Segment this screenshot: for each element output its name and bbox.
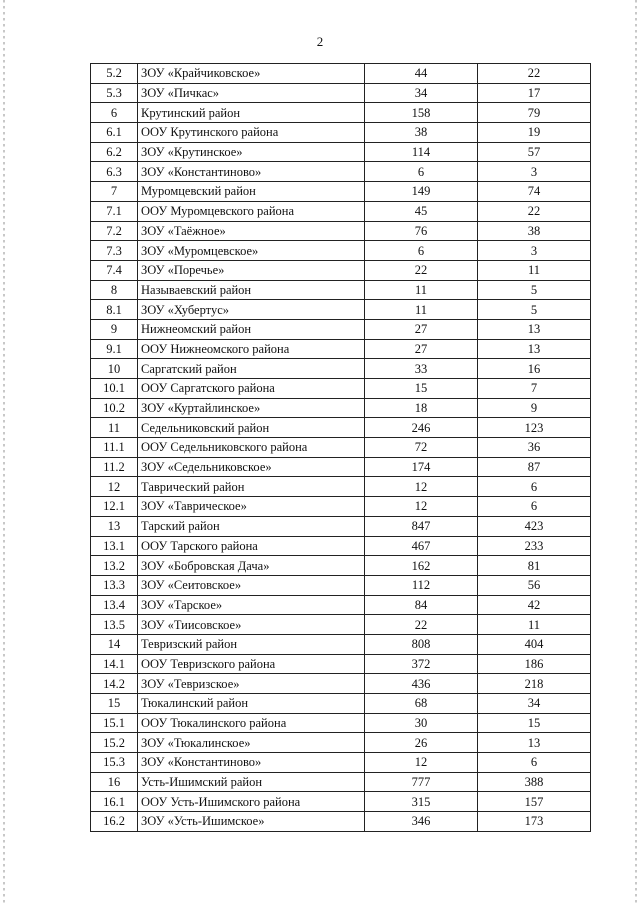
row-name-cell: ООУ Тарского района xyxy=(138,536,365,556)
row-value-b-cell: 5 xyxy=(478,300,591,320)
row-value-b-cell: 16 xyxy=(478,359,591,379)
row-value-a-cell: 467 xyxy=(365,536,478,556)
row-name-cell: ООУ Муромцевского района xyxy=(138,201,365,221)
row-value-b-cell: 218 xyxy=(478,674,591,694)
row-name-cell: Тюкалинский район xyxy=(138,694,365,714)
row-number-cell: 12 xyxy=(91,477,138,497)
row-value-b-cell: 42 xyxy=(478,595,591,615)
table-row xyxy=(91,536,591,556)
row-name-cell: ЗОУ «Усть-Ишимское» xyxy=(138,812,365,832)
row-number-cell: 11.2 xyxy=(91,457,138,477)
row-value-a-cell: 12 xyxy=(365,477,478,497)
row-number-cell: 13.3 xyxy=(91,575,138,595)
row-value-b-cell: 17 xyxy=(478,83,591,103)
table-row xyxy=(91,674,591,694)
table-row xyxy=(91,713,591,733)
row-value-b-cell: 404 xyxy=(478,634,591,654)
table-row xyxy=(91,221,591,241)
table-row xyxy=(91,379,591,399)
row-value-a-cell: 33 xyxy=(365,359,478,379)
row-value-b-cell: 34 xyxy=(478,694,591,714)
row-value-a-cell: 777 xyxy=(365,772,478,792)
row-value-a-cell: 162 xyxy=(365,556,478,576)
row-value-a-cell: 346 xyxy=(365,812,478,832)
row-value-a-cell: 34 xyxy=(365,83,478,103)
row-value-a-cell: 18 xyxy=(365,398,478,418)
table-row xyxy=(91,64,591,84)
row-name-cell: ЗОУ «Тиисовское» xyxy=(138,615,365,635)
row-value-b-cell: 13 xyxy=(478,339,591,359)
table-row xyxy=(91,142,591,162)
row-number-cell: 15.1 xyxy=(91,713,138,733)
row-number-cell: 11.1 xyxy=(91,438,138,458)
table-row xyxy=(91,615,591,635)
row-name-cell: ЗОУ «Константиново» xyxy=(138,753,365,773)
row-value-a-cell: 6 xyxy=(365,162,478,182)
row-name-cell: ООУ Саргатского района xyxy=(138,379,365,399)
table-row xyxy=(91,516,591,536)
table-row xyxy=(91,497,591,517)
row-value-b-cell: 87 xyxy=(478,457,591,477)
row-number-cell: 14.2 xyxy=(91,674,138,694)
row-value-b-cell: 3 xyxy=(478,162,591,182)
row-name-cell: Таврический район xyxy=(138,477,365,497)
row-value-a-cell: 246 xyxy=(365,418,478,438)
row-name-cell: ЗОУ «Таёжное» xyxy=(138,221,365,241)
row-value-a-cell: 26 xyxy=(365,733,478,753)
row-value-b-cell: 57 xyxy=(478,142,591,162)
row-name-cell: Саргатский район xyxy=(138,359,365,379)
row-name-cell: ЗОУ «Таврическое» xyxy=(138,497,365,517)
row-name-cell: ЗОУ «Поречье» xyxy=(138,260,365,280)
table-row xyxy=(91,438,591,458)
row-number-cell: 15.3 xyxy=(91,753,138,773)
row-value-b-cell: 11 xyxy=(478,615,591,635)
row-number-cell: 6.3 xyxy=(91,162,138,182)
row-name-cell: ЗОУ «Муромцевское» xyxy=(138,241,365,261)
table-row xyxy=(91,418,591,438)
table-body xyxy=(91,64,591,832)
row-number-cell: 13.1 xyxy=(91,536,138,556)
row-number-cell: 16.1 xyxy=(91,792,138,812)
table-row xyxy=(91,162,591,182)
row-value-b-cell: 22 xyxy=(478,201,591,221)
row-number-cell: 5.2 xyxy=(91,64,138,84)
row-number-cell: 13.5 xyxy=(91,615,138,635)
row-value-a-cell: 84 xyxy=(365,595,478,615)
allocation-table xyxy=(90,63,591,832)
row-value-b-cell: 6 xyxy=(478,753,591,773)
row-name-cell: ЗОУ «Тарское» xyxy=(138,595,365,615)
table-row xyxy=(91,182,591,202)
row-number-cell: 16.2 xyxy=(91,812,138,832)
row-number-cell: 7.2 xyxy=(91,221,138,241)
row-value-a-cell: 44 xyxy=(365,64,478,84)
row-value-a-cell: 30 xyxy=(365,713,478,733)
row-name-cell: Нижнеомский район xyxy=(138,319,365,339)
table-row xyxy=(91,241,591,261)
row-value-b-cell: 81 xyxy=(478,556,591,576)
table-row xyxy=(91,753,591,773)
row-name-cell: ЗОУ «Константиново» xyxy=(138,162,365,182)
row-value-b-cell: 6 xyxy=(478,477,591,497)
row-name-cell: ЗОУ «Крайчиковское» xyxy=(138,64,365,84)
row-value-b-cell: 233 xyxy=(478,536,591,556)
table-row xyxy=(91,772,591,792)
row-value-a-cell: 808 xyxy=(365,634,478,654)
scan-edge-right xyxy=(635,0,637,905)
row-value-a-cell: 372 xyxy=(365,654,478,674)
row-name-cell: ООУ Седельниковского района xyxy=(138,438,365,458)
row-value-b-cell: 7 xyxy=(478,379,591,399)
table-row xyxy=(91,123,591,143)
row-value-a-cell: 114 xyxy=(365,142,478,162)
table-row xyxy=(91,595,591,615)
table-row xyxy=(91,201,591,221)
table-row xyxy=(91,694,591,714)
row-number-cell: 7 xyxy=(91,182,138,202)
row-number-cell: 6.2 xyxy=(91,142,138,162)
row-value-a-cell: 27 xyxy=(365,339,478,359)
table-row xyxy=(91,477,591,497)
row-value-b-cell: 56 xyxy=(478,575,591,595)
row-value-a-cell: 12 xyxy=(365,497,478,517)
row-value-b-cell: 6 xyxy=(478,497,591,517)
row-value-a-cell: 12 xyxy=(365,753,478,773)
row-name-cell: ЗОУ «Куртайлинское» xyxy=(138,398,365,418)
row-value-a-cell: 11 xyxy=(365,280,478,300)
row-name-cell: ООУ Нижнеомского района xyxy=(138,339,365,359)
table-row xyxy=(91,300,591,320)
row-name-cell: ЗОУ «Тюкалинское» xyxy=(138,733,365,753)
row-name-cell: ЗОУ «Бобровская Дача» xyxy=(138,556,365,576)
row-name-cell: ЗОУ «Сеитовское» xyxy=(138,575,365,595)
row-value-b-cell: 38 xyxy=(478,221,591,241)
row-number-cell: 9.1 xyxy=(91,339,138,359)
table-row xyxy=(91,733,591,753)
row-value-a-cell: 38 xyxy=(365,123,478,143)
row-number-cell: 10.2 xyxy=(91,398,138,418)
row-number-cell: 16 xyxy=(91,772,138,792)
row-value-b-cell: 11 xyxy=(478,260,591,280)
table-row xyxy=(91,103,591,123)
row-name-cell: Тевризский район xyxy=(138,634,365,654)
row-name-cell: Седельниковский район xyxy=(138,418,365,438)
row-name-cell: ЗОУ «Пичкас» xyxy=(138,83,365,103)
row-number-cell: 7.4 xyxy=(91,260,138,280)
row-name-cell: ЗОУ «Хубертус» xyxy=(138,300,365,320)
row-value-a-cell: 45 xyxy=(365,201,478,221)
row-name-cell: Тарский район xyxy=(138,516,365,536)
row-value-b-cell: 423 xyxy=(478,516,591,536)
row-number-cell: 13.2 xyxy=(91,556,138,576)
row-number-cell: 15.2 xyxy=(91,733,138,753)
row-number-cell: 6 xyxy=(91,103,138,123)
row-name-cell: ООУ Усть-Ишимского района xyxy=(138,792,365,812)
page-number: 2 xyxy=(316,34,324,49)
row-value-a-cell: 174 xyxy=(365,457,478,477)
row-value-b-cell: 13 xyxy=(478,733,591,753)
row-value-a-cell: 847 xyxy=(365,516,478,536)
row-number-cell: 5.3 xyxy=(91,83,138,103)
table-row xyxy=(91,556,591,576)
table-row xyxy=(91,359,591,379)
row-number-cell: 7.1 xyxy=(91,201,138,221)
row-value-a-cell: 315 xyxy=(365,792,478,812)
row-number-cell: 8.1 xyxy=(91,300,138,320)
row-value-a-cell: 6 xyxy=(365,241,478,261)
row-name-cell: ООУ Крутинского района xyxy=(138,123,365,143)
row-number-cell: 13 xyxy=(91,516,138,536)
row-value-b-cell: 15 xyxy=(478,713,591,733)
row-value-b-cell: 22 xyxy=(478,64,591,84)
row-number-cell: 8 xyxy=(91,280,138,300)
row-value-a-cell: 11 xyxy=(365,300,478,320)
row-name-cell: Крутинский район xyxy=(138,103,365,123)
row-value-b-cell: 157 xyxy=(478,792,591,812)
row-number-cell: 15 xyxy=(91,694,138,714)
table-row xyxy=(91,280,591,300)
row-value-b-cell: 173 xyxy=(478,812,591,832)
row-number-cell: 13.4 xyxy=(91,595,138,615)
table-row xyxy=(91,398,591,418)
table-row xyxy=(91,260,591,280)
row-value-b-cell: 79 xyxy=(478,103,591,123)
row-name-cell: Муромцевский район xyxy=(138,182,365,202)
row-value-b-cell: 13 xyxy=(478,319,591,339)
row-value-a-cell: 68 xyxy=(365,694,478,714)
row-number-cell: 7.3 xyxy=(91,241,138,261)
row-value-a-cell: 27 xyxy=(365,319,478,339)
row-number-cell: 9 xyxy=(91,319,138,339)
row-value-b-cell: 5 xyxy=(478,280,591,300)
row-name-cell: ЗОУ «Крутинское» xyxy=(138,142,365,162)
table-row xyxy=(91,83,591,103)
row-value-a-cell: 436 xyxy=(365,674,478,694)
table-row xyxy=(91,634,591,654)
row-value-a-cell: 149 xyxy=(365,182,478,202)
row-value-b-cell: 9 xyxy=(478,398,591,418)
row-value-a-cell: 15 xyxy=(365,379,478,399)
row-number-cell: 12.1 xyxy=(91,497,138,517)
scan-edge-left xyxy=(3,0,5,905)
row-number-cell: 10.1 xyxy=(91,379,138,399)
table-row xyxy=(91,792,591,812)
table-row xyxy=(91,575,591,595)
row-number-cell: 10 xyxy=(91,359,138,379)
table-row xyxy=(91,812,591,832)
table-row xyxy=(91,339,591,359)
row-number-cell: 6.1 xyxy=(91,123,138,143)
row-value-b-cell: 123 xyxy=(478,418,591,438)
row-value-b-cell: 3 xyxy=(478,241,591,261)
row-value-a-cell: 22 xyxy=(365,260,478,280)
row-name-cell: Усть-Ишимский район xyxy=(138,772,365,792)
row-name-cell: Называевский район xyxy=(138,280,365,300)
row-number-cell: 14.1 xyxy=(91,654,138,674)
row-name-cell: ООУ Тюкалинского района xyxy=(138,713,365,733)
row-name-cell: ЗОУ «Тевризское» xyxy=(138,674,365,694)
row-value-a-cell: 72 xyxy=(365,438,478,458)
row-name-cell: ЗОУ «Седельниковское» xyxy=(138,457,365,477)
row-value-b-cell: 388 xyxy=(478,772,591,792)
row-value-b-cell: 186 xyxy=(478,654,591,674)
row-name-cell: ООУ Тевризского района xyxy=(138,654,365,674)
row-value-a-cell: 22 xyxy=(365,615,478,635)
table-row xyxy=(91,319,591,339)
row-value-b-cell: 74 xyxy=(478,182,591,202)
row-value-b-cell: 19 xyxy=(478,123,591,143)
row-value-a-cell: 76 xyxy=(365,221,478,241)
row-value-a-cell: 112 xyxy=(365,575,478,595)
row-value-b-cell: 36 xyxy=(478,438,591,458)
table-row xyxy=(91,457,591,477)
row-number-cell: 14 xyxy=(91,634,138,654)
row-value-a-cell: 158 xyxy=(365,103,478,123)
table-row xyxy=(91,654,591,674)
row-number-cell: 11 xyxy=(91,418,138,438)
